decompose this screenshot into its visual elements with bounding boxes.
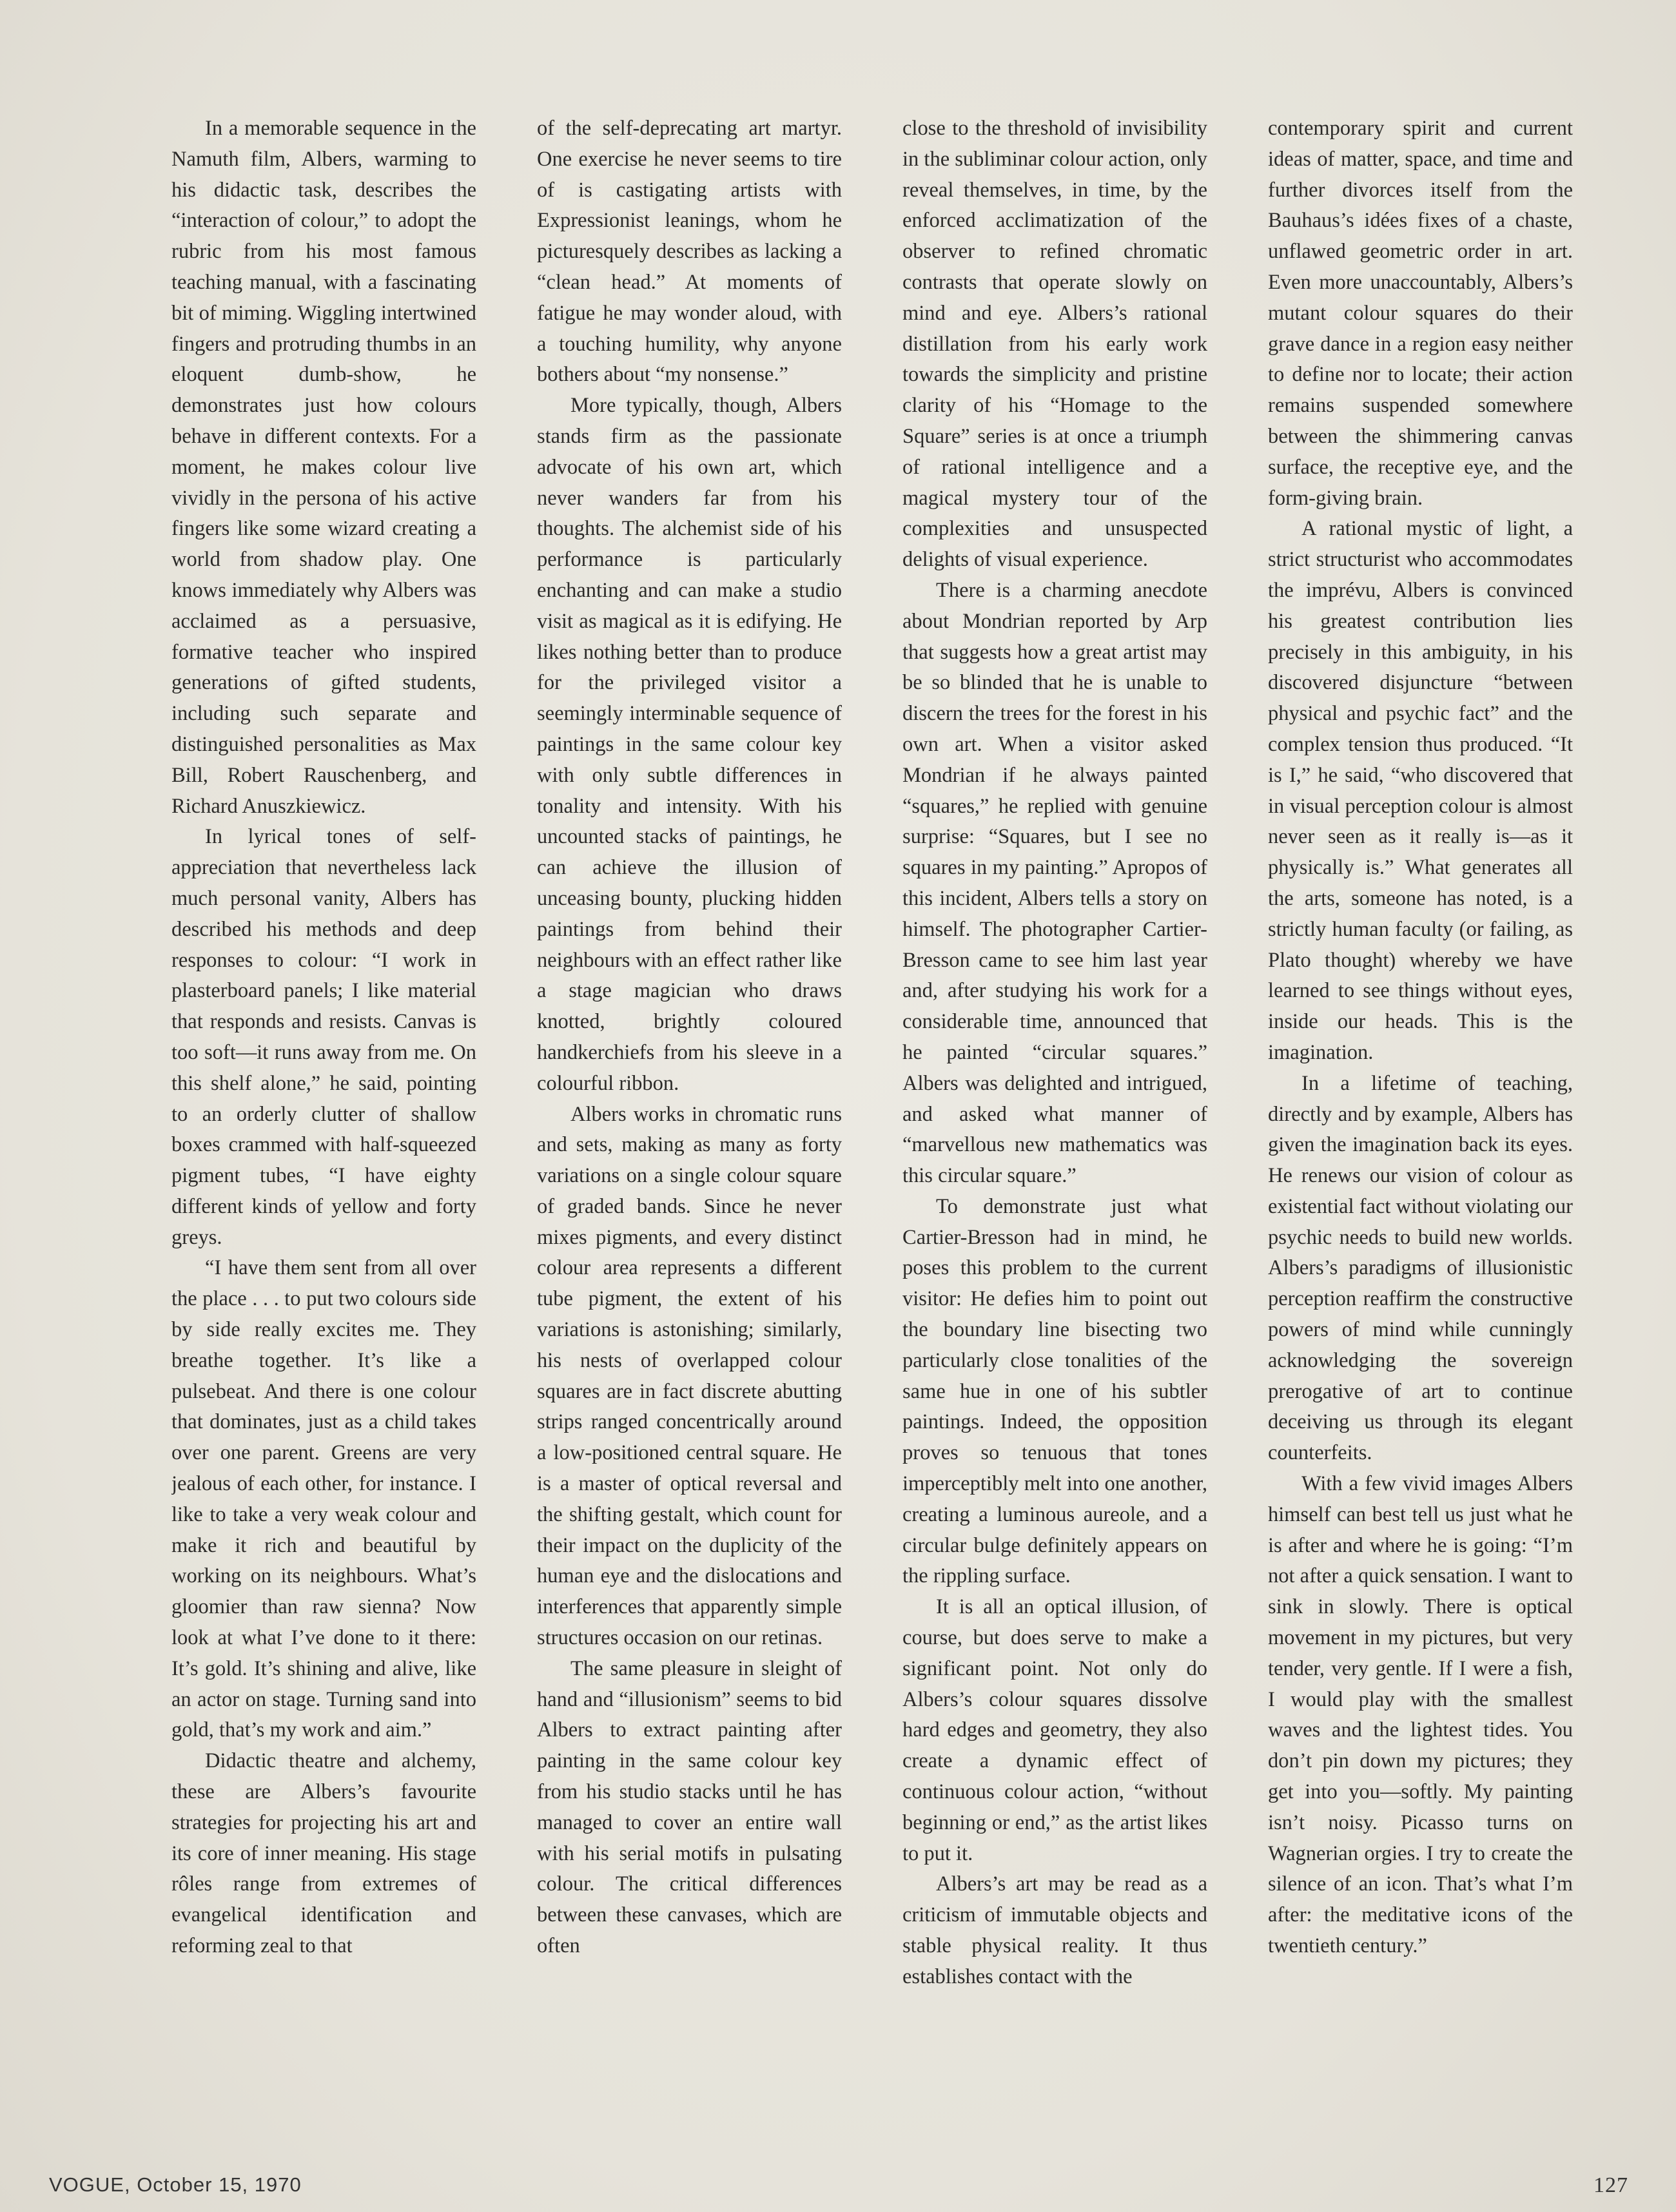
paragraph: The same pleasure in sleight of hand and “illusionism” seems to bid Albers to extract painting after painting in the same colour key from his studio stacks until he has managed to cover an entire wall with his serial motifs in pulsating colour. The critical differences between these canvases, which are often — [537, 1656, 842, 1958]
paragraph: Albers’s art may be read as a criticism of immutable objects and stable physical reality. It thus establishes contact with the — [902, 1872, 1207, 1988]
paragraph: There is a charming anecdote about Mondrian reported by Arp that suggests how a great artist may be so blinded that he is unable to discern the trees for the forest in his own art. When a visitor asked Mondrian if he always painted “squares,” he replied with genuine surprise: “Squares, but I see no squares in my painting.” Apropos of this incident, Albers tells a story on himself. The photographer Cartier-Bresson came to see him last year and, after studying his work for a considerable time, announced that he painted “circular squares.” Albers was delighted and intrigued, and asked what manner of “marvellous new mathematics was this circular square.” — [902, 578, 1207, 1188]
article-column-3 — [902, 113, 1207, 2118]
paragraph: To demonstrate just what Cartier-Bresson had in mind, he poses this problem to the current visitor: He defies him to point out the boundary line bisecting two particularly close tonalities of the same hue in one of his subtler paintings. Indeed, the opposition proves so tenuous that tones imperceptibly melt into one another, creating a luminous aureole, and a circular bulge definitely appears on the rippling surface. — [902, 1194, 1207, 1588]
paragraph: In a lifetime of teaching, directly and by example, Albers has given the imagination back its eyes. He renews our vision of colour as existential fact without violating our psychic needs to build new worlds. Albers’s paradigms of illusionistic perception reaffirm the constructive powers of mind while cunningly acknowledging the sovereign prerogative of art to continue deceiving us through its elegant counterfeits. — [1268, 1071, 1573, 1465]
paragraph: In a memorable sequence in the Namuth film, Albers, warming to his didactic task, describes the “interaction of colour,” to adopt the rubric from his most famous teaching manual, with a fascinating bit of miming. Wiggling intertwined fingers and protruding thumbs in an eloquent dumb-show, he demonstrates just how colours behave in different contexts. For a moment, he makes colour live vividly in the persona of his active fingers like some wizard creating a world from shadow play. One knows immediately why Albers was acclaimed as a persuasive, formative teacher who inspired generations of gifted students, including such separate and distinguished personalities as Max Bill, Robert Rauschenberg, and Richard Anuszkiewicz. — [171, 117, 476, 818]
article-column-1 — [171, 113, 476, 2118]
paragraph: Albers works in chromatic runs and sets, making as many as forty variations on a single colour square of graded bands. Since he never mixes pigments, and every distinct colour area represents a different tube pigment, the extent of his variations is astonishing; similarly, his nests of overlapped colour squares are in fact discrete abutting strips ranged concentrically around a low-positioned central square. He is a master of optical reversal and the shifting gestalt, which count for their impact on the duplicity of the human eye and the dislocations and interferences that apparently simple structures occasion on our retinas. — [537, 1102, 842, 1650]
article-column-4 — [1268, 113, 1573, 2118]
paragraph: Didactic theatre and alchemy, these are Albers’s favourite strategies for projecting his art and its core of inner meaning. His stage rôles range from extremes of evangelical identification and reforming zeal to that — [171, 1749, 476, 1958]
paragraph: It is all an optical illusion, of course, but does serve to make a significant point. Not only do Albers’s colour squares dissolve hard edges and geometry, they also create a dynamic effect of continuous colour action, “without beginning or end,” as the artist likes to put it. — [902, 1595, 1207, 1865]
paragraph: “I have them sent from all over the place . . . to put two colours side by side really excites me. They breathe together. It’s like a pulsebeat. And there is one colour that dominates, just as a child takes over one parent. Greens are very jealous of each other, for instance. I like to take a very weak colour and make it rich and beautiful by working on its neighbours. What’s gloomier than raw sienna? Now look at what I’ve done to it there: It’s gold. It’s shining and alive, like an actor on stage. Turning sand into gold, that’s my work and aim.” — [171, 1256, 476, 1742]
paragraph: of the self-deprecating art martyr. One exercise he never seems to tire of is castigating artists with Expressionist leanings, whom he picturesquely describes as lacking a “clean head.” At moments of fatigue he may wonder aloud, with a touching humility, why anyone bothers about “my nonsense.” — [537, 117, 842, 387]
paragraph: In lyrical tones of self-appreciation that nevertheless lack much personal vanity, Albers has described his methods and deep responses to colour: “I work in plasterboard panels; I like material that responds and resists. Canvas is too soft—it runs away from me. On this shelf alone,” he said, pointing to an orderly clutter of shallow boxes crammed with half-squeezed pigment tubes, “I have eighty different kinds of yellow and forty greys. — [171, 825, 476, 1249]
paragraph: More typically, though, Albers stands firm as the passionate advocate of his own art, which never wanders far from his thoughts. The alchemist side of his performance is particularly enchanting and can make a studio visit as magical as it is edifying. He likes nothing better than to produce for the privileged visitor a seemingly interminable sequence of paintings in the same colour key with only subtle differences in tonality and intensity. With his uncounted stacks of paintings, he can achieve the illusion of unceasing bounty, plucking hidden paintings from behind their neighbours with an effect rather like a stage magician who draws knotted, brightly coloured handkerchiefs from his sleeve in a colourful ribbon. — [537, 394, 842, 1095]
paragraph: contemporary spirit and current ideas of matter, space, and time and further divorces itself from the Bauhaus’s idées fixes of a chaste, unflawed geometric order in art. Even more unaccountably, Albers’s mutant colour squares do their grave dance in a region easy neither to define nor to locate; their action remains suspended somewhere between the shimmering canvas surface, the receptive eye, and the form-giving brain. — [1268, 117, 1573, 510]
paragraph: A rational mystic of light, a strict structurist who accommodates the imprévu, Albers is convinced his greatest contribution lies precisely in this ambiguity, in his discovered disjuncture “between physical and psychic fact” and the complex tension thus produced. “It is I,” he said, “who discovered that in visual perception colour is almost never seen as it really is—as it physically is.” What generates all the arts, someone has noted, is a strictly human faculty (or failing, as Plato thought) whereby we have learned to see things without eyes, inside our heads. This is the imagination. — [1268, 517, 1573, 1064]
paragraph: With a few vivid images Albers himself can best tell us just what he is after and where he is going: “I’m not after a quick sensation. I want to sink in slowly. There is optical movement in my pictures, but very tender, very gentle. If I were a fish, I would play with the smallest waves and the lightest tides. You don’t pin down my pictures; they get into you—softly. My painting isn’t noisy. Picasso turns on Wagnerian orgies. I try to create the silence of an icon. That’s what I’m after: the meditative icons of the twentieth century.” — [1268, 1472, 1573, 1958]
paragraph: close to the threshold of invisibility in the subliminar colour action, only reveal themselves, in time, by the enforced acclimatization of the observer to refined chromatic contrasts that operate slowly on mind and eye. Albers’s rational distillation from his early work towards the simplicity and pristine clarity of his “Homage to the Square” series is at once a triumph of rational intelligence and a magical mystery tour of the complexities and unsuspected delights of visual experience. — [902, 117, 1207, 572]
footer-page-number: 127 — [1593, 2173, 1628, 2197]
article-columns — [171, 113, 1573, 2118]
footer-publication-date: VOGUE, October 15, 1970 — [49, 2173, 302, 2196]
article-column-2 — [537, 113, 842, 2118]
